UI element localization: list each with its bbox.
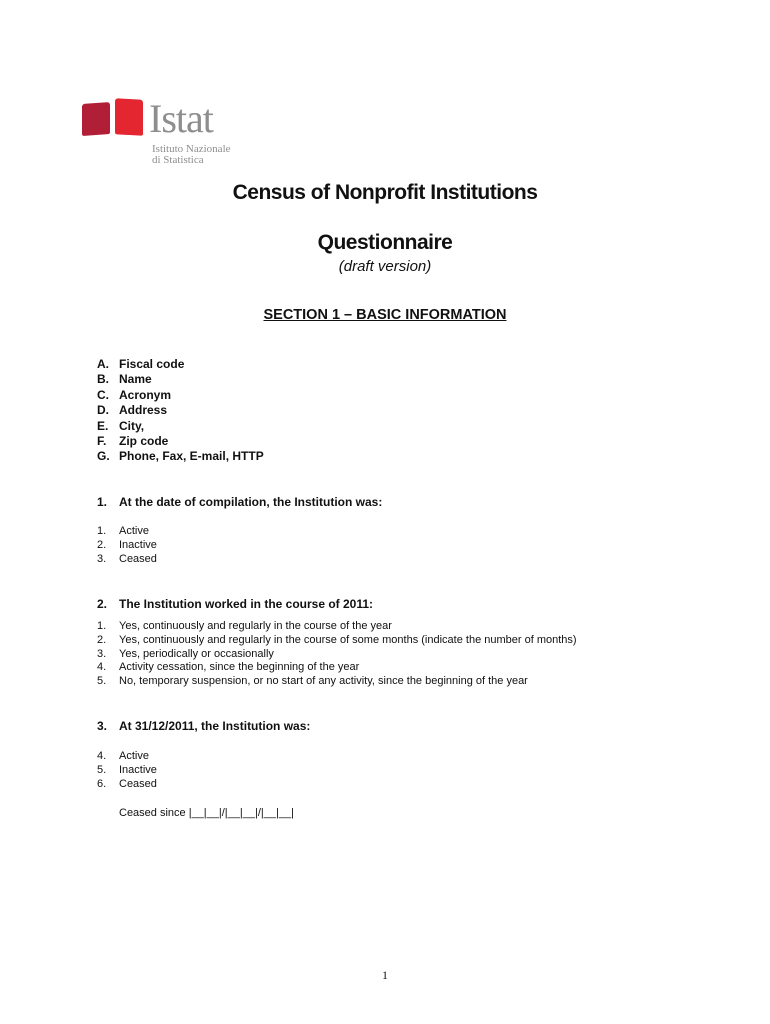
list-item: 4. Active [97, 750, 149, 762]
question-3-options [97, 750, 157, 791]
logo-wordmark: Istat [149, 96, 213, 141]
logo-subtitle [152, 144, 231, 166]
question-1: 1. At the date of compilation, the Institution was: [97, 495, 383, 509]
section-heading: SECTION 1 – BASIC INFORMATION [263, 307, 507, 323]
question-2: 2. The Institution worked in the course of 2011: [97, 597, 374, 611]
list-item: 1. Active [97, 525, 149, 537]
question-2-options [97, 620, 577, 689]
page-number: 1 [382, 968, 388, 982]
list-item: 6. Ceased [97, 777, 157, 790]
list-item: F. Zip code [97, 434, 169, 449]
list-item: 5. Inactive [97, 763, 157, 776]
list-item: D. Address [97, 403, 168, 418]
list-item: B. Name [97, 372, 152, 387]
list-item: 5. No, temporary suspension, or no start of any activity, since the beginning of the year [97, 675, 528, 688]
list-item: 2. Inactive [97, 538, 157, 551]
list-item: 3. Yes, periodically or occasionally [97, 647, 274, 660]
logo-subtitle-line-1: Istituto Nazionale [152, 143, 231, 155]
list-item: 1. Yes, continuously and regularly in the course of the year [97, 620, 392, 632]
ceased-since-date-field: Ceased since |__|__|/|__|__|/|__|__| [119, 807, 294, 819]
list-item: 3. Ceased [97, 552, 157, 565]
list-item: 4. Activity cessation, since the beginning of the year [97, 661, 360, 674]
question-1-options [97, 525, 157, 566]
list-item: E. City, [97, 418, 145, 433]
list-item: G. Phone, Fax, E-mail, HTTP [97, 449, 264, 464]
istat-logo [82, 96, 232, 171]
question-3: 3. At 31/12/2011, the Institution was: [97, 719, 311, 733]
list-item: A. Fiscal code [97, 357, 185, 371]
document-subtitle: Questionnaire [317, 231, 453, 254]
document-title: Census of Nonprofit Institutions [232, 181, 538, 204]
draft-note: (draft version) [338, 258, 432, 275]
logo-subtitle-line-2: di Statistica [152, 154, 204, 166]
logo-red-block-left [82, 102, 110, 136]
logo-red-block-right [115, 98, 143, 135]
list-item: C. Acronym [97, 387, 172, 402]
basic-fields-list [97, 357, 264, 465]
list-item: 2. Yes, continuously and regularly in the course of some months (indicate the number of months) [97, 633, 577, 646]
